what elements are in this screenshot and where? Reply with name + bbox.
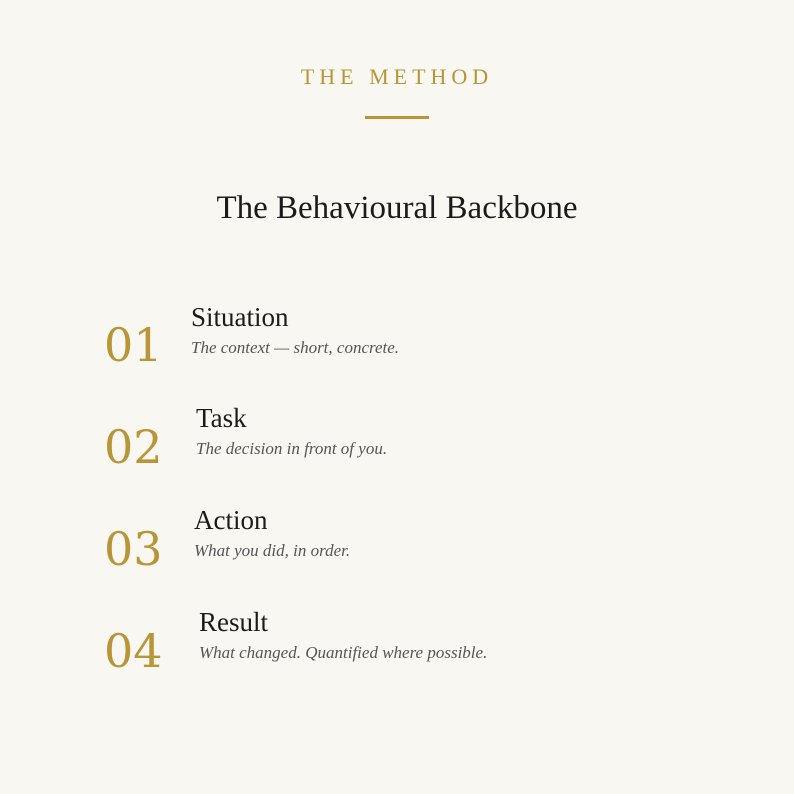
step-number: 04 (104, 624, 163, 678)
step-label: Task (196, 403, 247, 433)
step-label: Action (194, 505, 268, 535)
step-action (0, 504, 794, 584)
page-title: The Behavioural Backbone (216, 190, 578, 226)
step-situation (0, 300, 794, 380)
step-description: The decision in front of you. (196, 439, 388, 458)
step-result (0, 606, 794, 686)
step-task (0, 402, 794, 482)
divider-rule (365, 116, 429, 119)
step-label: Result (199, 607, 269, 637)
step-description: What you did, in order. (194, 541, 351, 560)
step-number: 01 (104, 318, 163, 372)
section-eyebrow: THE METHOD (300, 64, 494, 89)
step-number: 03 (104, 522, 163, 576)
step-label: Situation (191, 302, 289, 332)
step-description: What changed. Quantified where possible. (199, 643, 488, 662)
step-number: 02 (104, 420, 163, 474)
step-description: The context — short, concrete. (191, 338, 400, 357)
